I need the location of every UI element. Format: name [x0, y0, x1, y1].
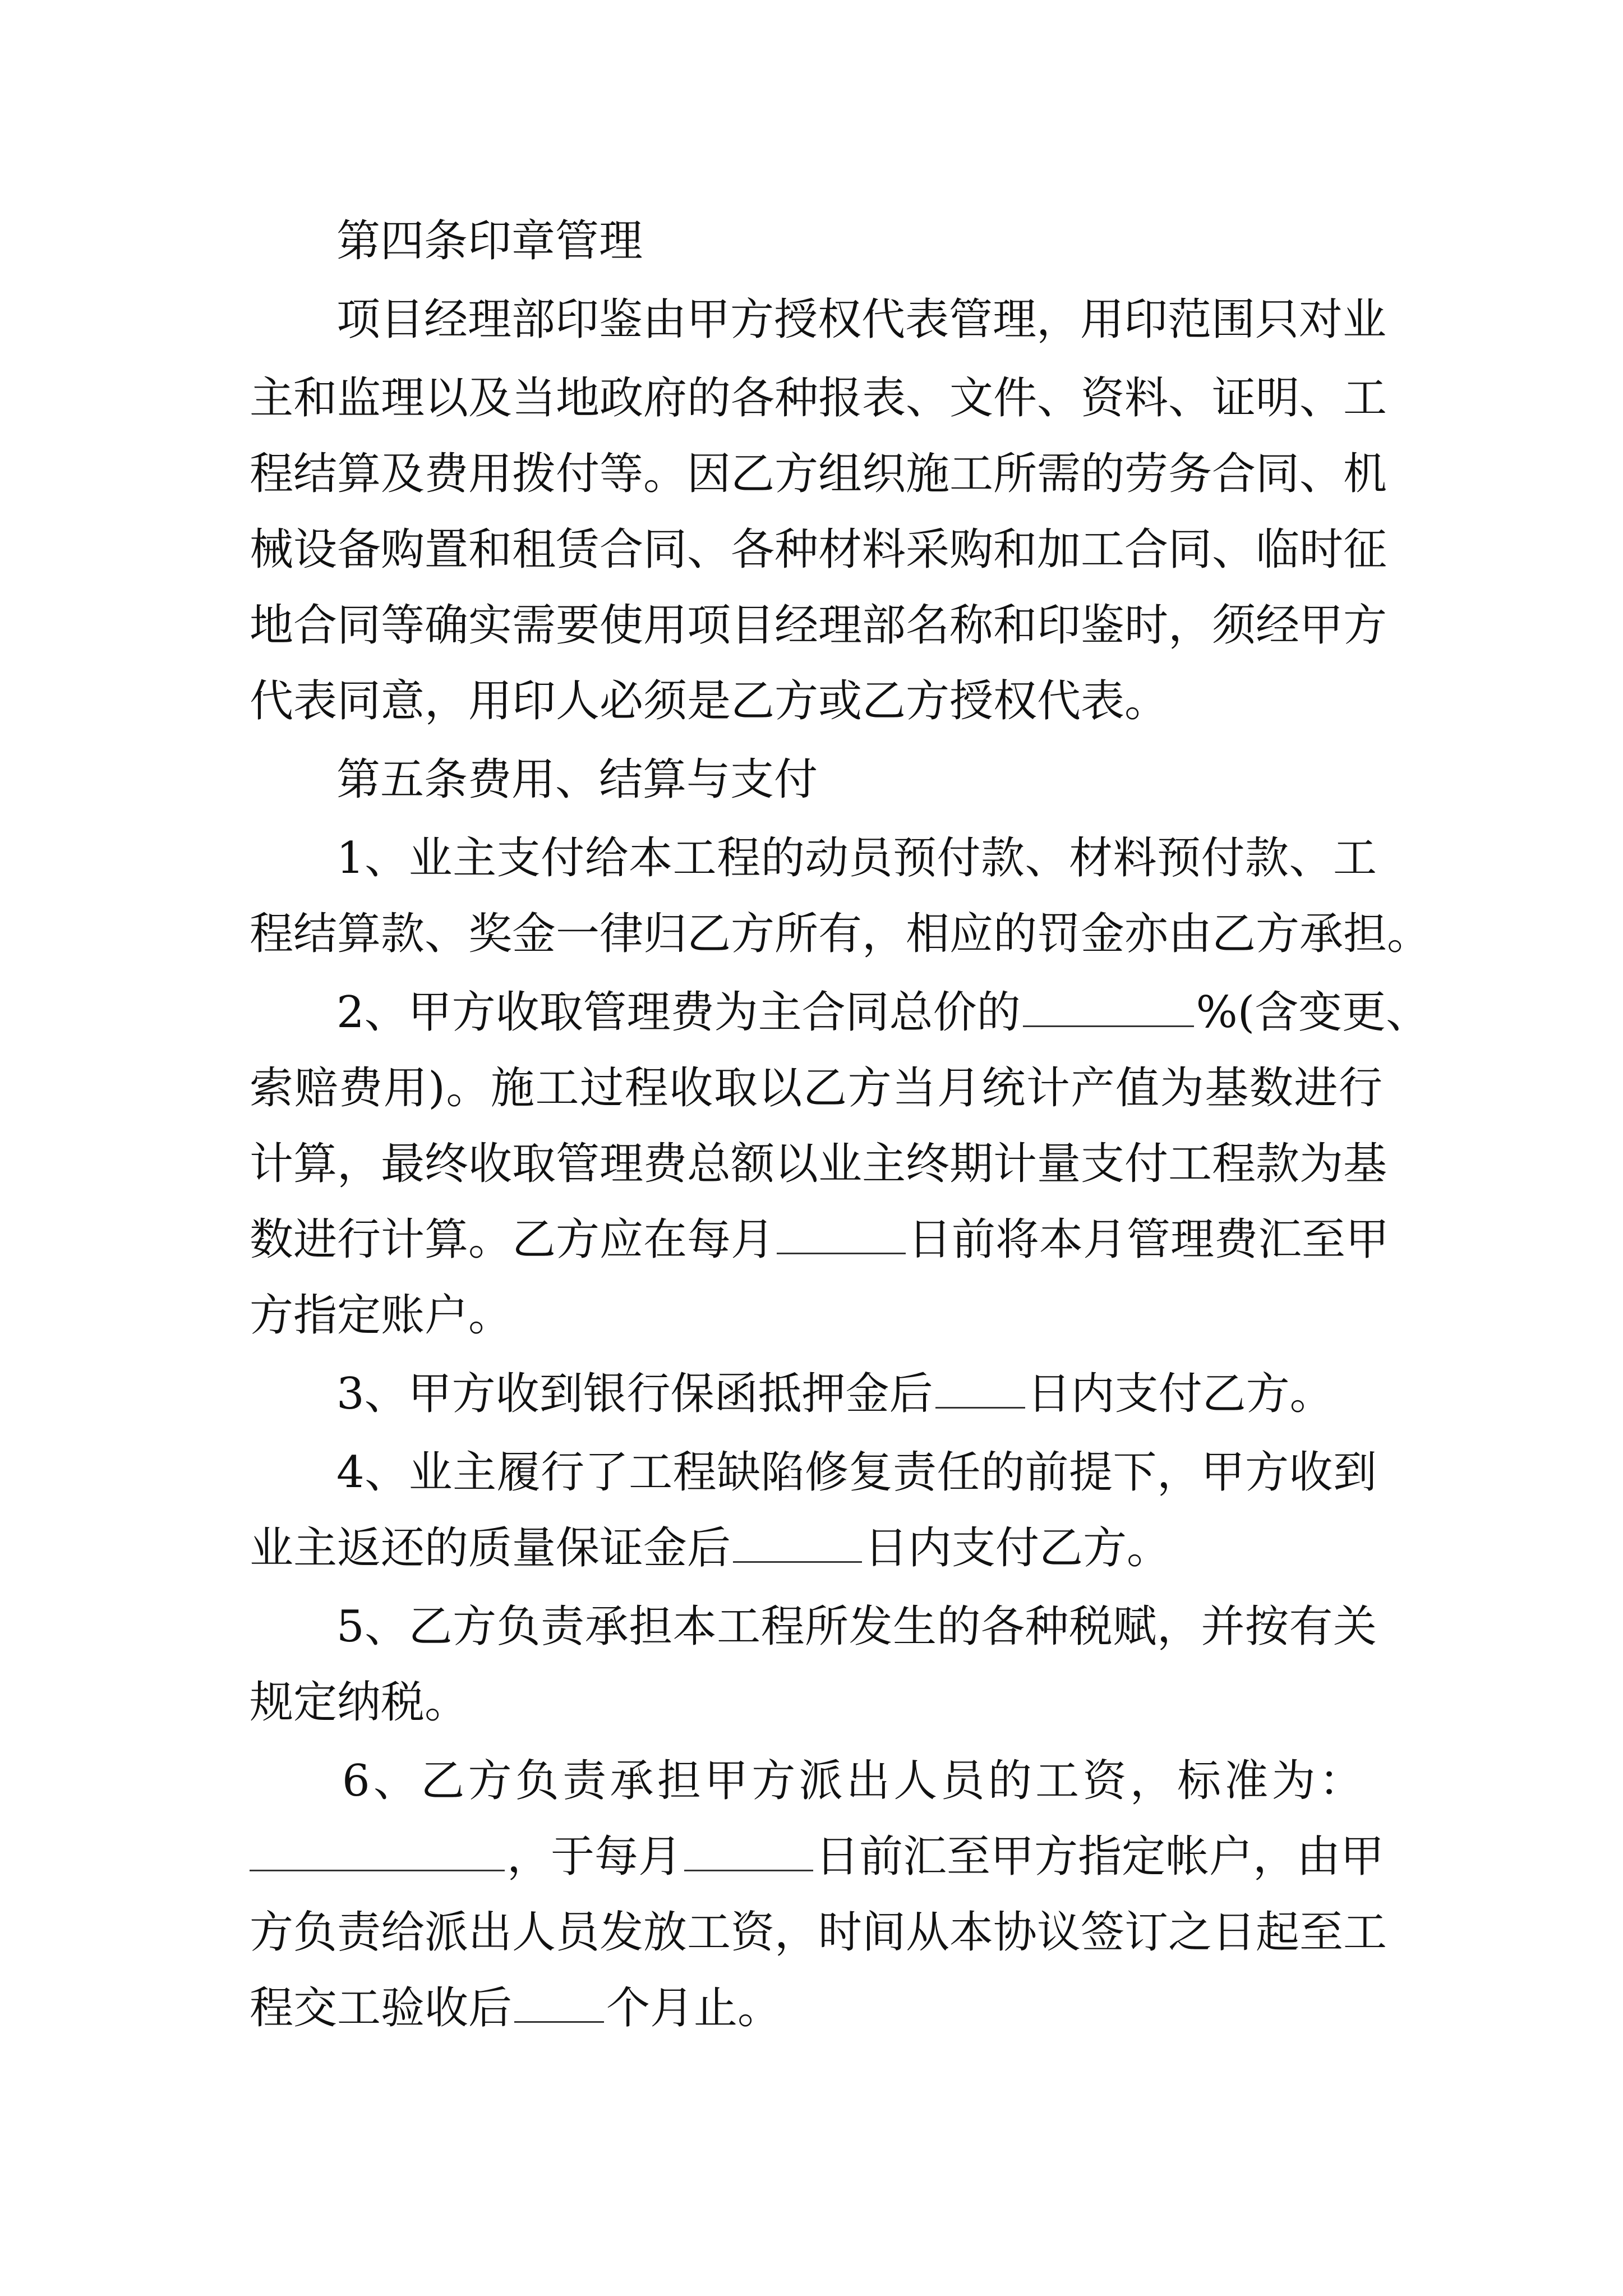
months-blank[interactable] — [514, 1982, 604, 2023]
item3-text-b: 日内支付乙方。 — [1027, 1369, 1334, 1419]
item2-line-1 — [336, 984, 1469, 1041]
item3-text-a: 3、甲方收到银行保函抵押金后 — [336, 1369, 933, 1419]
salary-standard-blank[interactable] — [250, 1830, 505, 1871]
item2-line-4-text-a: 数进行计算。乙方应在每月 — [250, 1214, 775, 1265]
item4-line-2-text-b: 日内支付乙方。 — [864, 1523, 1171, 1573]
guarantee-days-blank[interactable] — [935, 1368, 1025, 1409]
item6-line-2-text-b: 日前汇至甲方指定帐户，由甲 — [815, 1832, 1385, 1882]
item1-line-1: 1、业主支付给本工程的动员预付款、材料预付款、工 — [336, 833, 1377, 884]
item3-line — [336, 1366, 1469, 1422]
article4-line-1: 项目经理部印鉴由甲方授权代表管理，用印范围只对业 — [336, 295, 1387, 345]
article4-heading: 第四条印章管理 — [336, 216, 643, 266]
item2-line-1-text-b: %(含变更、 — [1196, 987, 1430, 1038]
item2-line-3: 计算，最终收取管理费总额以业主终期计量支付工程款为基 — [250, 1139, 1387, 1189]
item6-line-4-text-a: 程交工验收后 — [250, 1983, 513, 2033]
item5-line-1: 5、乙方负责承担本工程所发生的各种税赋，并按有关 — [336, 1602, 1377, 1652]
salary-day-blank[interactable] — [684, 1830, 813, 1871]
article4-line-5: 地合同等确实需要使用项目经理部名称和印鉴时，须经甲方 — [250, 600, 1387, 651]
article4-line-2: 主和监理以及当地政府的各种报表、文件、资料、证明、工 — [250, 373, 1387, 424]
item2-line-4-text-b: 日前将本月管理费汇至甲 — [908, 1214, 1390, 1265]
management-fee-percent-blank[interactable] — [1023, 986, 1194, 1027]
article5-heading: 第五条费用、结算与支付 — [336, 754, 818, 805]
article4-line-4: 械设备购置和租赁合同、各种材料采购和加工合同、临时征 — [250, 524, 1387, 575]
item2-line-2: 索赔费用)。施工过程收取以乙方当月统计产值为基数进行 — [250, 1063, 1382, 1114]
item6-line-2-text-a: ，于每月 — [507, 1832, 683, 1882]
item4-line-2-text-a: 业主返还的质量保证金后 — [250, 1523, 731, 1573]
item6-line-1: 6、乙方负责承担甲方派出人员的工资，标准为： — [342, 1756, 1363, 1806]
item6-line-4 — [250, 1980, 1382, 2036]
item6-line-4-text-b: 个月止。 — [606, 1983, 782, 2033]
item2-line-5: 方指定账户。 — [250, 1290, 513, 1341]
item6-line-2 — [250, 1829, 1385, 1885]
article4-line-3: 程结算及费用拨付等。因乙方组织施工所需的劳务合同、机 — [250, 449, 1387, 499]
quality-deposit-days-blank[interactable] — [733, 1522, 862, 1563]
fee-day-blank[interactable] — [777, 1213, 906, 1254]
article4-line-6: 代表同意，用印人必须是乙方或乙方授权代表。 — [250, 676, 1169, 726]
item2-line-4 — [250, 1212, 1390, 1268]
item1-line-2: 程结算款、奖金一律归乙方所有，相应的罚金亦由乙方承担。 — [250, 909, 1431, 959]
item2-line-1-text-a: 2、甲方收取管理费为主合同总价的 — [336, 987, 1021, 1038]
item4-line-2 — [250, 1520, 1382, 1576]
item6-line-3: 方负责给派出人员发放工资，时间从本协议签订之日起至工 — [250, 1907, 1387, 1958]
item5-line-2: 规定纳税。 — [250, 1677, 469, 1728]
item4-line-1: 4、业主履行了工程缺陷修复责任的前提下，甲方收到 — [336, 1447, 1377, 1498]
